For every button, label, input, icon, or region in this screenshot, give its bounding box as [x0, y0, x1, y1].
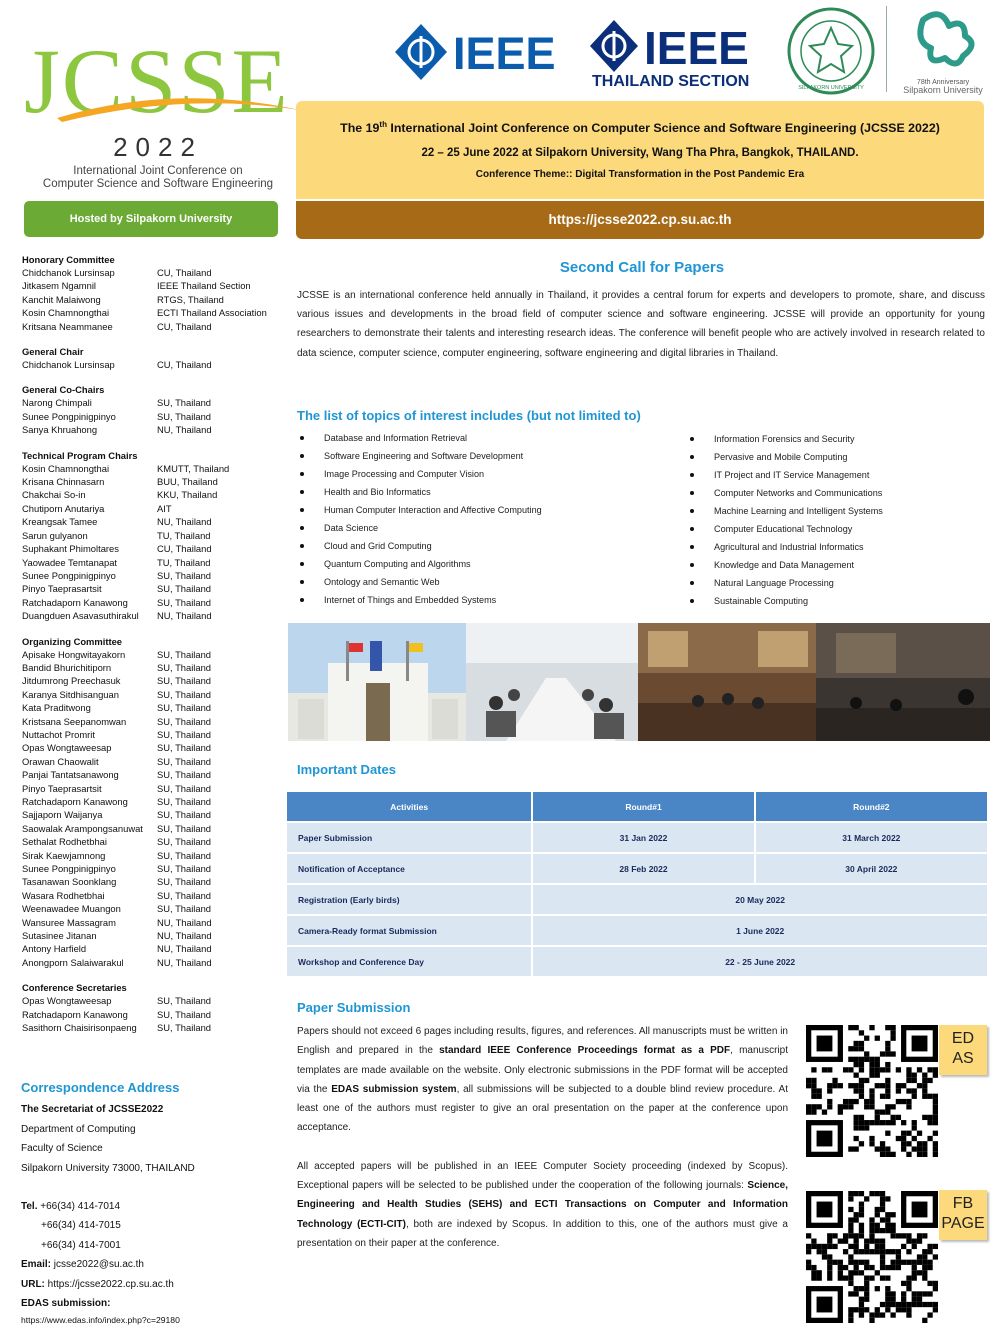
committee-member [22, 582, 292, 595]
committee-member [22, 994, 292, 1007]
silpakorn-seal-icon [786, 6, 876, 96]
topic-item: Human Computer Interaction and Affective Computing [300, 501, 680, 519]
member-affiliation: SU, Thailand [157, 849, 212, 861]
member-affiliation: BUU, Thailand [157, 476, 218, 488]
header-round-2: Round#2 [756, 792, 987, 821]
topic-item: Software Engineering and Software Development [300, 447, 680, 465]
topic-item: Data Science [300, 519, 680, 537]
tel-2: +66(34) 414-7015 [41, 1220, 121, 1232]
member-affiliation: SU, Thailand [157, 702, 212, 714]
committee-member [22, 529, 292, 542]
member-affiliation: NU, Thailand [157, 930, 212, 942]
member-name: Orawan Chaowalit [22, 755, 99, 767]
committee-member [22, 515, 292, 528]
member-affiliation: CU, Thailand [157, 543, 212, 555]
committee-member [22, 835, 292, 848]
edas-qr-tag: ED AS [939, 1025, 987, 1075]
topic-item: Health and Bio Informatics [300, 483, 680, 501]
member-affiliation: SU, Thailand [157, 688, 212, 700]
member-name: Kanchit Malaiwong [22, 293, 101, 305]
date-cell: 22 - 25 June 2022 [533, 947, 987, 976]
member-affiliation: SU, Thailand [157, 715, 212, 727]
member-name: Kosin Chamnongthai [22, 462, 110, 474]
table-header-row [287, 792, 987, 821]
committee-member [22, 488, 292, 501]
ieee-logo [393, 22, 573, 82]
member-affiliation: SU, Thailand [157, 782, 212, 794]
activity-cell: Workshop and Conference Day [287, 947, 531, 976]
committee-member [22, 1021, 292, 1034]
committee-group [22, 384, 292, 436]
committee-member [22, 475, 292, 488]
logo-swoosh-icon [52, 88, 302, 128]
committee-member [22, 755, 292, 768]
member-affiliation: KMUTT, Thailand [157, 462, 230, 474]
member-name: Chakchai So-in [22, 489, 86, 501]
member-affiliation: NU, Thailand [157, 916, 212, 928]
topic-item: IT Project and IT Service Management [690, 466, 990, 484]
committee-member [22, 942, 292, 955]
committee-title: General Chair [22, 346, 84, 358]
email-link[interactable]: jcsse2022@su.ac.th [51, 1259, 144, 1271]
committee-member [22, 822, 292, 835]
date-cell: 31 Jan 2022 [533, 823, 753, 852]
member-affiliation: SU, Thailand [157, 1008, 212, 1020]
member-name: Duangduen Asavasuthirakul [22, 610, 139, 622]
submission-paragraph-1: Papers should not exceed 6 pages including results, figures, and references. All manuscripts must be written in English and prepared in the standard IEEE Conference Proceedings format as a PDF, manuscript templates are made available on the website. Only electronic submissions in the PDF format will be accepted via the EDAS submission system, all submissions will be subjected to a double blind review procedure. At least one of the authors must register to give an oral presentation on the paper at the conference upon acceptance. [297, 1026, 788, 1134]
member-affiliation: SU, Thailand [157, 755, 212, 767]
member-affiliation: ECTI Thailand Association [157, 307, 267, 319]
member-affiliation: SU, Thailand [157, 661, 212, 673]
thailand-section-label: THAILAND SECTION [592, 73, 750, 90]
member-affiliation: SU, Thailand [157, 995, 212, 1007]
committee-member [22, 768, 292, 781]
committee-member [22, 542, 292, 555]
ieee-wordmark: IEEE [453, 28, 556, 79]
member-name: Narong Chimpali [22, 397, 92, 409]
classroom-photo [466, 623, 638, 741]
logo-subtitle-2: Computer Science and Software Engineering [42, 178, 274, 190]
topic-item: Sustainable Computing [690, 592, 990, 610]
committee-group [22, 254, 292, 333]
committee-member [22, 596, 292, 609]
member-affiliation: SU, Thailand [157, 596, 212, 608]
activity-cell: Paper Submission [287, 823, 531, 852]
committee-member [22, 728, 292, 741]
member-name: Bandid Bhurichitiporn [22, 661, 112, 673]
topic-item: Image Processing and Computer Vision [300, 465, 680, 483]
member-name: Ratchadaporn Kanawong [22, 1008, 128, 1020]
date-cell: 28 Feb 2022 [533, 854, 753, 883]
correspondence-title: Correspondence Address [21, 1080, 180, 1095]
ieee-thailand-logo [588, 14, 768, 94]
committee-member [22, 674, 292, 687]
member-name: Pinyo Taeprasartsit [22, 583, 102, 595]
member-affiliation: TU, Thailand [157, 529, 211, 541]
building-photo [288, 623, 466, 741]
committee-member [22, 306, 292, 319]
member-affiliation: CU, Thailand [157, 359, 212, 371]
member-affiliation: NU, Thailand [157, 424, 212, 436]
address-line: Department of Computing [21, 1123, 136, 1135]
anniversary-line-2: Silpakorn University [903, 85, 983, 95]
header-round-1: Round#1 [533, 792, 753, 821]
topic-item: Information Forensics and Security [690, 430, 990, 448]
topics-list-right [690, 430, 990, 610]
member-affiliation: SU, Thailand [157, 863, 212, 875]
table-row [287, 885, 987, 914]
committee-member [22, 902, 292, 915]
activity-cell: Camera-Ready format Submission [287, 916, 531, 945]
committee-title: Technical Program Chairs [22, 449, 138, 461]
member-affiliation: KKU, Thailand [157, 489, 218, 501]
member-name: Kritsana Neammanee [22, 320, 113, 332]
tel-3: +66(34) 414-7001 [41, 1239, 121, 1251]
member-name: Chidchanok Lursinsap [22, 359, 115, 371]
edas-link[interactable]: https://www.edas.info/index.php?c=29180 [21, 1315, 180, 1326]
seal-text: SILPAKORN UNIVERSITY [798, 85, 864, 91]
topics-list-left [300, 429, 680, 609]
url-label: URL: [21, 1278, 45, 1290]
committee-member [22, 956, 292, 969]
member-name: Apisake Hongwitayakorn [22, 648, 126, 660]
fb-qr-tag: FB PAGE [939, 1190, 987, 1240]
conference-theme: Conference Theme:: Digital Transformation in the Post Pandemic Era [475, 169, 805, 180]
member-affiliation: NU, Thailand [157, 943, 212, 955]
member-affiliation: IEEE Thailand Section [157, 280, 251, 292]
member-name: Ratchadaporn Kanawong [22, 796, 128, 807]
committee-member [22, 701, 292, 714]
email-line [21, 1255, 291, 1274]
committee-member [22, 423, 292, 436]
member-name: Anongporn Salaiwarakul [22, 956, 124, 968]
member-name: Sanya Khruahong [22, 424, 98, 436]
committee-member [22, 569, 292, 582]
committee-group [22, 982, 292, 1034]
cfp-title: Second Call for Papers [559, 259, 725, 276]
photo-strip [288, 623, 990, 741]
correspondence-address [21, 1078, 291, 1327]
committee-member [22, 795, 292, 808]
table-row [287, 823, 987, 852]
table-row [287, 947, 987, 976]
committee-title: Conference Secretaries [22, 982, 127, 994]
member-affiliation: SU, Thailand [157, 397, 212, 409]
member-affiliation: SU, Thailand [157, 583, 212, 595]
address-line: Silpakorn University 73000, THAILAND [21, 1162, 195, 1174]
member-affiliation: AIT [157, 502, 172, 514]
conference-dates-venue: 22 – 25 June 2022 at Silpakorn University, Wang Tha Phra, Bangkok, THAILAND. [421, 147, 859, 159]
member-name: Sasithorn Chaisirisonpaeng [22, 1022, 137, 1034]
topic-item: Cloud and Grid Computing [300, 537, 680, 555]
committee-member [22, 279, 292, 292]
topic-item: Machine Learning and Intelligent Systems [690, 502, 990, 520]
committee-member [22, 320, 292, 333]
member-affiliation: SU, Thailand [157, 889, 212, 901]
activity-cell: Registration (Early birds) [287, 885, 531, 914]
member-name: Sunee Pongpinigpinyo [22, 569, 116, 581]
member-affiliation: SU, Thailand [157, 769, 212, 781]
topic-item: Pervasive and Mobile Computing [690, 448, 990, 466]
committee-member [22, 782, 292, 795]
member-name: Sunee Pongpinigpinyo [22, 410, 116, 422]
committee-member [22, 889, 292, 902]
member-name: Sarun gulyanon [22, 529, 88, 541]
member-name: Antony Harfield [22, 943, 87, 955]
secretariat-name: The Secretariat of JCSSE2022 [21, 1104, 164, 1116]
table-row [287, 916, 987, 945]
tel-label: Tel. [21, 1201, 38, 1213]
committee-member [22, 462, 292, 475]
committee-member [22, 661, 292, 674]
member-name: Kreangsak Tamee [22, 516, 98, 528]
member-affiliation: SU, Thailand [157, 569, 212, 581]
member-name: Wasara Rodhetbhai [22, 889, 105, 901]
member-name: Wansuree Massagram [22, 916, 116, 928]
committee-group [22, 346, 292, 371]
table-row [287, 854, 987, 883]
member-name: Panjai Tantatsanawong [22, 769, 119, 781]
jcsse-logo [22, 30, 294, 196]
committee-member [22, 688, 292, 701]
topic-item: Quantum Computing and Algorithms [300, 555, 680, 573]
member-affiliation: SU, Thailand [157, 876, 212, 888]
member-affiliation: SU, Thailand [157, 903, 212, 915]
member-name: Suphakant Phimoltares [22, 543, 119, 555]
topic-item: Computer Networks and Communications [690, 484, 990, 502]
dates-title: Important Dates [297, 762, 396, 777]
member-name: Kristsana Seepanomwan [22, 715, 127, 727]
member-name: Saowalak Arampongsanuwat [22, 822, 143, 834]
member-name: Sethalat Rodhetbhai [22, 836, 107, 848]
committee-member [22, 1008, 292, 1021]
paper-submission-title: Paper Submission [297, 1000, 411, 1015]
logo-year: 2022 [113, 132, 203, 162]
conference-banner [296, 101, 984, 199]
logo-divider [886, 6, 887, 92]
date-cell: 31 March 2022 [756, 823, 987, 852]
tel-line [21, 1197, 291, 1216]
committee-title: General Co-Chairs [22, 384, 105, 396]
member-name: Tasanawan Soonklang [22, 876, 117, 888]
member-affiliation: SU, Thailand [157, 796, 212, 807]
member-name: Sajjaporn Waijanya [22, 809, 103, 821]
committee-member [22, 808, 292, 821]
topic-item: Agricultural and Industrial Informatics [690, 538, 990, 556]
paper-submission-body [297, 1022, 788, 1272]
topics-title: The list of topics of interest includes (but not limited to) [297, 408, 641, 423]
member-name: Yaowadee Temtanapat [22, 556, 118, 568]
date-cell: 30 April 2022 [756, 854, 987, 883]
edas-qr-code-icon[interactable] [806, 1024, 938, 1158]
committee-member [22, 410, 292, 423]
member-name: Sutasinee Jitanan [22, 930, 97, 942]
member-name: Nuttachot Promrit [22, 728, 95, 740]
member-name: Weenawadee Muangon [22, 903, 121, 915]
url-line [21, 1275, 291, 1294]
committee-list [22, 254, 292, 1048]
member-name: Opas Wongtaweesap [22, 742, 112, 754]
committee-member [22, 648, 292, 661]
member-affiliation: TU, Thailand [157, 556, 211, 568]
member-affiliation: SU, Thailand [157, 728, 212, 740]
tel-1: +66(34) 414-7014 [37, 1201, 121, 1213]
member-affiliation: RTGS, Thailand [157, 293, 224, 305]
logo-wordmark: JCSSE [24, 30, 290, 132]
member-affiliation: SU, Thailand [157, 410, 212, 422]
member-name: Kosin Chamnongthai [22, 307, 110, 319]
conference-url[interactable]: https://jcsse2022.cp.su.ac.th [296, 201, 984, 239]
logo-subtitle-1: International Joint Conference on [73, 165, 243, 177]
address-line: Faculty of Science [21, 1143, 103, 1155]
edas-label: EDAS submission: [21, 1298, 111, 1310]
important-dates-table [285, 790, 989, 978]
hosted-by-banner: Hosted by Silpakorn University [24, 201, 278, 237]
committee-member [22, 556, 292, 569]
member-affiliation: SU, Thailand [157, 809, 212, 821]
topic-item: Database and Information Retrieval [300, 429, 680, 447]
committee-member [22, 862, 292, 875]
topic-item: Natural Language Processing [690, 574, 990, 592]
member-affiliation: SU, Thailand [157, 648, 212, 660]
anniversary-line-1: 78th Anniversary [916, 79, 970, 86]
member-affiliation: NU, Thailand [157, 610, 212, 622]
member-affiliation: SU, Thailand [157, 675, 212, 687]
member-name: Jitkasem Ngamnil [22, 280, 96, 292]
topic-item: Computer Educational Technology [690, 520, 990, 538]
committee-member [22, 929, 292, 942]
committee-member [22, 293, 292, 306]
date-cell: 20 May 2022 [533, 885, 987, 914]
member-affiliation: SU, Thailand [157, 836, 212, 848]
library-photo [638, 623, 816, 741]
member-name: Pinyo Taeprasartsit [22, 782, 102, 794]
topic-item: Ontology and Semantic Web [300, 573, 680, 591]
topic-item: Knowledge and Data Management [690, 556, 990, 574]
committee-member [22, 502, 292, 515]
member-affiliation: NU, Thailand [157, 516, 212, 528]
activity-cell: Notification of Acceptance [287, 854, 531, 883]
committee-member [22, 875, 292, 888]
member-name: Ratchadaporn Kanawong [22, 596, 128, 608]
ieee-section-wordmark: IEEE [644, 22, 749, 74]
member-name: Sunee Pongpinigpinyo [22, 863, 116, 875]
committee-group [22, 636, 292, 970]
member-name: Kata Praditwong [22, 702, 91, 714]
member-affiliation: CU, Thailand [157, 267, 212, 278]
email-label: Email: [21, 1259, 52, 1271]
date-cell: 1 June 2022 [533, 916, 987, 945]
member-affiliation: SU, Thailand [157, 1022, 212, 1034]
member-name: Chidchanok Lursinsap [22, 267, 115, 278]
conference-title: The 19th International Joint Conference on Computer Science and Software Engineering (JCSSE 2022) [340, 120, 940, 136]
member-name: Jitdumrong Preechasuk [22, 675, 121, 687]
committee-member [22, 741, 292, 754]
committee-member [22, 396, 292, 409]
header-activities: Activities [287, 792, 531, 821]
member-affiliation: NU, Thailand [157, 956, 212, 968]
member-affiliation: SU, Thailand [157, 822, 212, 834]
member-affiliation: SU, Thailand [157, 742, 212, 754]
committee-group [22, 450, 292, 623]
cfp-body: JCSSE is an international conference held annually in Thailand, it provides a central forum for experts and developers to promote, share, and discuss various issues and developments in the broad field of computer science and software engineering. JCSSE will provide an opportunity for young researchers to demonstrate their talents and interesting research ideas. The conference will benefit people who are actively involved in research related to data science, computer science, computer engineering, software engineering and digital libraries in Thailand. [297, 290, 985, 359]
member-name: Krisana Chinnasarn [22, 476, 105, 488]
anniversary-logo [893, 4, 987, 96]
url-link[interactable]: https://jcsse2022.cp.su.ac.th [44, 1278, 174, 1290]
member-name: Karanya Sitdhisanguan [22, 688, 119, 700]
committee-member [22, 266, 292, 279]
submission-paragraph-2: All accepted papers will be published in an IEEE Computer Society proceeding (indexed by Scopus). Exceptional papers will be selected to be published under the cooperation of the following journals: Science, Engineering and Health Studies (SEHS) and ECTI Transactions on Computer and Information Technology (ECTI-CIT), both are indexed by Scopus. In addition to this, one of the authors must give a presentation on their paper at the conference. [297, 1160, 788, 1249]
member-name: Chutiporn Anutariya [22, 502, 105, 514]
member-affiliation: CU, Thailand [157, 320, 212, 332]
committee-title: Honorary Committee [22, 254, 115, 265]
member-name: Sirak Kaewjamnong [22, 849, 106, 861]
committee-title: Organizing Committee [22, 635, 123, 647]
committee-member [22, 715, 292, 728]
fb-page-qr-code-icon[interactable] [806, 1190, 938, 1324]
member-name: Opas Wongtaweesap [22, 995, 112, 1007]
committee-member [22, 358, 292, 371]
committee-member [22, 609, 292, 622]
topic-item: Internet of Things and Embedded Systems [300, 591, 680, 609]
committee-member [22, 916, 292, 929]
lounge-photo [816, 623, 990, 741]
committee-member [22, 849, 292, 862]
